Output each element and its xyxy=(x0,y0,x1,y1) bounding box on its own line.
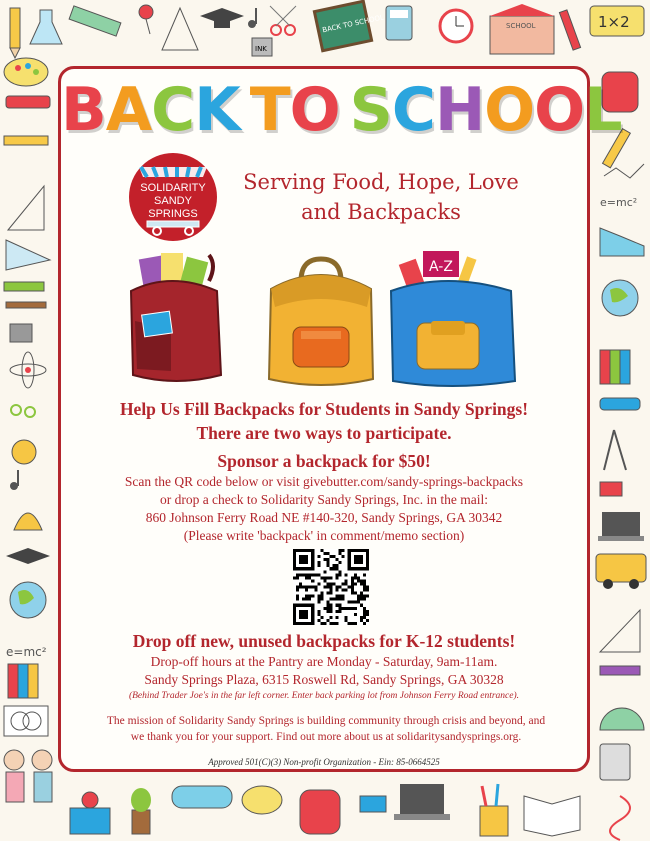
set-square-icon xyxy=(6,240,50,270)
multiplication-card-icon xyxy=(590,6,644,36)
mission-line-1: The mission of Solidarity Sandy Springs is building community through crisis and beyond, and xyxy=(106,715,546,727)
protractor-icon xyxy=(600,708,644,730)
title-letter: O xyxy=(484,75,535,145)
sharpener-icon xyxy=(600,482,622,496)
title-letter xyxy=(340,75,350,145)
mission-line-2: we thank you for your support. Find out more about us at solidaritysandysprings.org. xyxy=(130,731,522,743)
title-letter xyxy=(240,75,250,145)
formula-icon-2 xyxy=(600,196,637,209)
scissors-icon xyxy=(270,6,296,35)
palette-icon xyxy=(4,58,48,86)
title-letter: C xyxy=(391,75,435,145)
sharpener-icon-2 xyxy=(360,796,386,812)
mission-statement xyxy=(71,713,581,745)
sponsor-line-1: Scan the QR code below or visit givebutter.com/sandy-springs-backpacks xyxy=(124,474,524,489)
school-bus-icon xyxy=(596,554,646,589)
books-stack-icon xyxy=(8,664,38,698)
title-letter: A xyxy=(105,75,152,145)
solidarity-sandy-springs-logo xyxy=(121,151,231,243)
backpacks-illustration xyxy=(121,251,531,391)
nonprofit-footer: Approved 501(C)(3) Non-profit Organization - Ein: 85-0664525 xyxy=(208,757,440,767)
title-letter: O xyxy=(289,75,340,145)
yellow-backpack-icon xyxy=(269,259,373,385)
svg-text:A-Z: A-Z xyxy=(429,259,453,275)
dna-icon xyxy=(610,796,630,840)
dropoff-heading: Drop off new, unused backpacks for K-12 students! xyxy=(132,631,516,651)
svg-text:SCHOOL: SCHOOL xyxy=(506,22,536,30)
music-note-icon xyxy=(248,8,256,28)
geometry-triangle-icon-2 xyxy=(600,610,640,652)
tagline-line-2: and Backpacks xyxy=(301,200,461,224)
school-building-icon xyxy=(490,4,554,54)
scissors-icon-2 xyxy=(11,405,35,417)
pencil-icon-2 xyxy=(559,10,580,50)
graduation-cap-icon-2 xyxy=(6,548,50,564)
laptop-icon xyxy=(598,512,644,541)
venn-diagram-icon xyxy=(4,706,48,736)
tagline xyxy=(231,167,531,227)
student-girl-icon xyxy=(4,750,24,802)
globe-icon xyxy=(10,582,46,618)
back-to-school-title xyxy=(61,75,622,145)
ink-bottle-icon xyxy=(252,38,272,56)
title-letter: K xyxy=(194,75,240,145)
tagline-line-1: Serving Food, Hope, Love xyxy=(243,170,519,194)
two-ways-heading: There are two ways to participate. xyxy=(196,423,452,443)
title-letter: H xyxy=(434,75,485,145)
compass-icon xyxy=(604,430,626,470)
apple-books-icon xyxy=(70,792,110,834)
ink-pot-icon xyxy=(10,324,32,342)
marker-icon xyxy=(6,96,50,108)
dropoff-hours: Drop-off hours at the Pantry are Monday - Saturday, 9am-11am. xyxy=(150,654,498,669)
crayon-icon xyxy=(4,282,44,291)
sponsor-address: 860 Johnson Ferry Road NE #140-320, Sandy Springs, GA 30342 xyxy=(145,510,503,525)
open-book-icon xyxy=(524,796,580,836)
title-letter: L xyxy=(584,75,622,145)
red-backpack-icon xyxy=(131,253,221,381)
crayon-icon-2 xyxy=(600,666,640,675)
plant-icon xyxy=(131,788,151,834)
chalkboard-sign-icon xyxy=(314,1,384,51)
svg-text:e=mc²: e=mc² xyxy=(600,196,638,209)
tape-measure-icon xyxy=(12,440,36,464)
fill-backpacks-heading: Help Us Fill Backpacks for Students in Sandy Springs! xyxy=(119,399,529,419)
palette-icon-2 xyxy=(242,786,282,814)
pencil-cup-icon xyxy=(480,784,508,836)
pyramid-icon xyxy=(162,8,198,50)
student-boy-icon xyxy=(32,750,52,802)
pushpin-icon xyxy=(139,5,153,34)
svg-text:INK: INK xyxy=(255,45,267,53)
title-letter: B xyxy=(61,75,106,145)
atom-icon xyxy=(10,352,46,388)
music-notes-icon xyxy=(10,470,18,490)
brush-icon xyxy=(6,302,46,308)
svg-text:e=mc²: e=mc² xyxy=(6,645,47,659)
geometry-triangle-icon xyxy=(8,186,44,230)
dropoff-directions-note: (Behind Trader Joe's in the far left corner. Enter back parking lot from Johnson Ferry Road entrance). xyxy=(128,691,520,701)
globe-icon-2 xyxy=(602,280,638,316)
sponsor-line-2: or drop a check to Solidarity Sandy Springs, Inc. in the mail: xyxy=(159,492,489,507)
sponsor-heading: Sponsor a backpack for $50! xyxy=(217,451,431,471)
svg-text:1×2: 1×2 xyxy=(598,13,630,31)
logo-line-3: SPRINGS xyxy=(148,208,198,220)
calculator-icon-2 xyxy=(600,744,630,780)
alarm-clock-icon xyxy=(440,10,472,42)
title-letter: O xyxy=(534,75,585,145)
beaker-icon xyxy=(30,10,62,44)
pencil-icon xyxy=(10,8,20,58)
formula-icon xyxy=(6,645,47,659)
graduation-cap-icon xyxy=(200,8,244,28)
svg-text:BACK TO SCHOOL: BACK TO SCHOOL xyxy=(321,13,385,35)
qr-code[interactable] xyxy=(293,549,369,625)
title-letter: C xyxy=(151,75,195,145)
title-letter: S xyxy=(349,75,392,145)
logo-line-1: SOLIDARITY xyxy=(140,182,206,194)
sponsor-memo-note: (Please write 'backpack' in comment/memo section) xyxy=(183,528,465,543)
ruler-icon xyxy=(69,6,121,36)
title-letter: T xyxy=(249,75,290,145)
dropoff-address: Sandy Springs Plaza, 6315 Roswell Rd, Sandy Springs, GA 30328 xyxy=(144,672,504,687)
books-icon xyxy=(600,350,630,384)
pencil-case-icon xyxy=(172,786,232,808)
sneaker-icon xyxy=(600,228,644,256)
backpack-icon-bottom xyxy=(300,790,340,834)
blue-backpack-icon xyxy=(391,251,515,386)
bell-icon xyxy=(14,513,42,530)
laptop-icon-2 xyxy=(394,784,450,820)
pencil-icon-3 xyxy=(4,136,48,145)
stapler-icon xyxy=(600,398,640,410)
calculator-icon xyxy=(386,6,412,40)
logo-line-2: SANDY xyxy=(154,195,192,207)
